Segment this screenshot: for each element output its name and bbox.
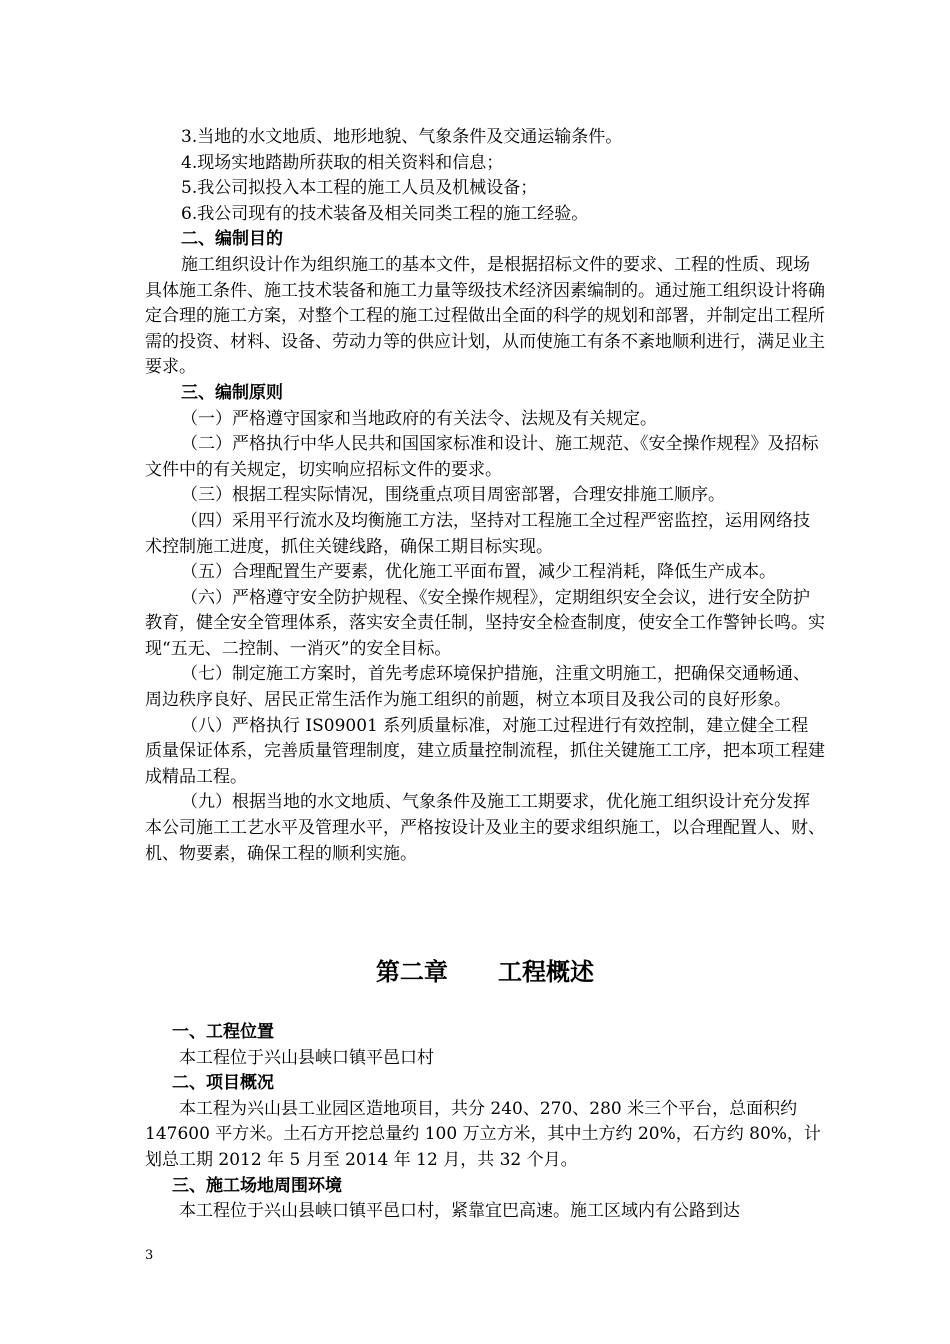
- chapter-title: 第二章 工程概述: [375, 957, 595, 986]
- paragraph-project-overview: 本工程为兴山县工业园区造地项目，共分 240、270、280 米三个平台，总面积约 147600 平方米。土石方开挖总量约 100 万立方米，其中土方约 20%，石方约 80%，计划总工期 2012 年 5 月至 2014 年 12 月，共 32 个月。: [145, 1098, 821, 1170]
- paragraph-site-environment: 本工程位于兴山县峡口镇平邑口村，紧靠宜巴高速。施工区域内有公路到达: [179, 1201, 740, 1222]
- heading-project-overview: 二、项目概况: [172, 1073, 274, 1094]
- heading-site-environment: 三、施工场地周围环境: [172, 1175, 342, 1196]
- basis-item-5: 5.我公司拟投入本工程的施工人员及机械设备；: [181, 178, 538, 199]
- heading-project-location: 一、工程位置: [172, 1022, 274, 1042]
- principle-9: （九）根据当地的水文地质、气象条件及施工工期要求，优化施工组织设计充分发挥本公司施工工艺水平及管理水平，严格按设计及业主的要求组织施工，以合理配置人、财、机、物要素，确保工程的顺利实施。: [145, 792, 825, 864]
- basis-item-6: 6.我公司现有的技术装备及相关同类工程的施工经验。: [181, 203, 589, 224]
- page-number: 3: [145, 1248, 154, 1263]
- principle-7: （七）制定施工方案时，首先考虑环境保护措施，注重文明施工，把确保交通畅通、周边秩序良好、居民正常生活作为施工组织的前题，树立本项目及我公司的良好形象。: [145, 664, 810, 711]
- section-compilation-basis: [145, 125, 825, 867]
- principle-2: （二）严格执行中华人民共和国国家标准和设计、施工规范、《安全操作规程》及招标文件中的有关规定，切实响应招标文件的要求。: [145, 434, 819, 480]
- paragraph-project-location: 本工程位于兴山县峡口镇平邑口村: [179, 1047, 434, 1068]
- basis-item-4: 4.现场实地踏勘所获取的相关资料和信息；: [181, 152, 504, 173]
- paragraph-purpose: 施工组织设计作为组织施工的基本文件，是根据招标文件的要求、工程的性质、现场具体施工条件、施工技术装备和施工力量等级技术经济因素编制的。通过施工组织设计将确定合理的施工方案，对整个工程的施工过程做出全面的科学的规划和部署，并制定出工程所需的投资、材料、设备、劳动力等的供应计划，从而使施工有条不紊地顺利进行，满足业主要求。: [145, 254, 825, 378]
- principle-3: （三）根据工程实际情况，围绕重点项目周密部署，合理安排施工顺序。: [181, 485, 725, 506]
- basis-item-3: 3.当地的水文地质、地形地貌、气象条件及交通运输条件。: [181, 127, 623, 147]
- principle-8: （八）严格执行 IS09001 系列质量标准，对施工过程进行有效控制，建立健全工程质量保证体系，完善质量管理制度，建立质量控制流程，抓住关键施工工序，把本项工程建成精品工程。: [145, 715, 825, 787]
- heading-purpose: 二、编制目的: [181, 229, 283, 250]
- section-project-overview: [145, 1020, 825, 1225]
- principle-6: （六）严格遵守安全防护规程、《安全操作规程》，定期组织安全会议，进行安全防护教育，健全安全管理体系，落实安全责任制，坚持安全检查制度，使安全工作警钟长鸣。实现“五无、二控制、一消灭”的安全目标。: [145, 587, 825, 659]
- principle-1: （一）严格遵守国家和当地政府的有关法令、法规及有关规定。: [181, 408, 657, 429]
- principle-5: （五）合理配置生产要素，优化施工平面布置，减少工程消耗，降低生产成本。: [181, 562, 776, 583]
- heading-principles: 三、编制原则: [181, 382, 283, 403]
- principle-4: （四）采用平行流水及均衡施工方法，坚持对工程施工全过程严密监控，运用网络技术控制施工进度，抓住关键线路，确保工期目标实现。: [145, 510, 810, 557]
